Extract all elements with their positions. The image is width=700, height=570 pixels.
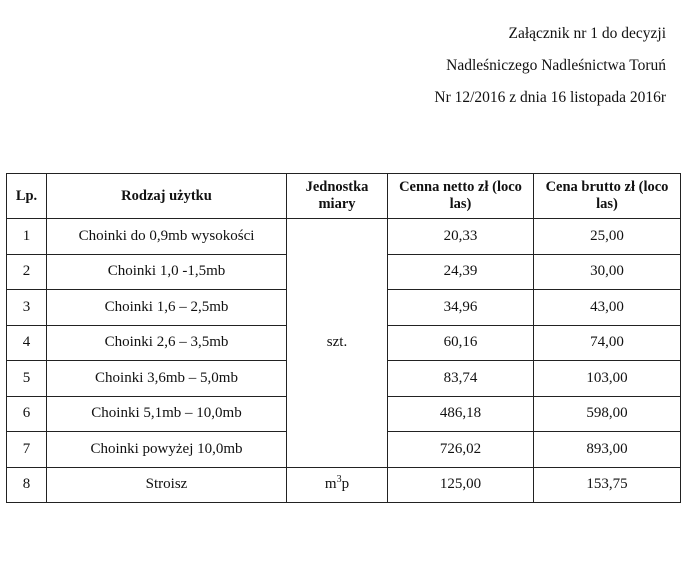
- table-row: [7, 219, 681, 255]
- cell-gross: 25,00: [534, 219, 681, 255]
- cell-name: Choinki 1,0 -1,5mb: [47, 254, 287, 290]
- column-header-net: Cenna netto zł (loco las): [388, 174, 534, 219]
- cell-lp: 4: [7, 325, 47, 361]
- price-table: [6, 173, 681, 503]
- cell-name: Choinki 1,6 – 2,5mb: [47, 290, 287, 326]
- cell-name: Choinki do 0,9mb wysokości: [47, 219, 287, 255]
- cell-net: 24,39: [388, 254, 534, 290]
- cell-net: 60,16: [388, 325, 534, 361]
- cell-net: 20,33: [388, 219, 534, 255]
- unit-base: m: [324, 476, 337, 493]
- cell-name: Stroisz: [47, 467, 287, 503]
- cell-gross: 74,00: [534, 325, 681, 361]
- column-header-lp: Lp.: [7, 174, 47, 219]
- cell-net: 83,74: [388, 361, 534, 397]
- cell-gross: 893,00: [534, 432, 681, 468]
- cell-unit-cubic: [287, 467, 388, 503]
- cell-name: Choinki 5,1mb – 10,0mb: [47, 396, 287, 432]
- cell-gross: 43,00: [534, 290, 681, 326]
- cell-gross: 103,00: [534, 361, 681, 397]
- header-decision-line: Nr 12/2016 z dnia 16 listopada 2016r: [434, 89, 666, 106]
- cell-lp: 3: [7, 290, 47, 326]
- cell-name: Choinki 2,6 – 3,5mb: [47, 325, 287, 361]
- unit-exponent: 3: [336, 474, 342, 486]
- cell-lp: 6: [7, 396, 47, 432]
- cell-name: Choinki powyżej 10,0mb: [47, 432, 287, 468]
- table-header-row: [7, 174, 681, 219]
- cell-net: 486,18: [388, 396, 534, 432]
- cell-net: 34,96: [388, 290, 534, 326]
- column-header-gross: Cena brutto zł (loco las): [534, 174, 681, 219]
- cell-gross: 153,75: [534, 467, 681, 503]
- cell-gross: 30,00: [534, 254, 681, 290]
- cell-net: 125,00: [388, 467, 534, 503]
- table-row: [7, 467, 681, 503]
- cell-lp: 2: [7, 254, 47, 290]
- cell-lp: 8: [7, 467, 47, 503]
- unit-suffix: p: [341, 476, 350, 493]
- cell-unit-group: szt.: [287, 219, 388, 468]
- cell-gross: 598,00: [534, 396, 681, 432]
- header-attachment-line: Załącznik nr 1 do decyzji: [508, 25, 666, 42]
- cell-net: 726,02: [388, 432, 534, 468]
- document-header: [434, 18, 666, 114]
- header-authority-line: Nadleśniczego Nadleśnictwa Toruń: [446, 57, 666, 74]
- cell-lp: 5: [7, 361, 47, 397]
- cell-name: Choinki 3,6mb – 5,0mb: [47, 361, 287, 397]
- cell-lp: 1: [7, 219, 47, 255]
- cell-lp: 7: [7, 432, 47, 468]
- column-header-name: Rodzaj użytku: [47, 174, 287, 219]
- column-header-unit: Jednostka miary: [287, 174, 388, 219]
